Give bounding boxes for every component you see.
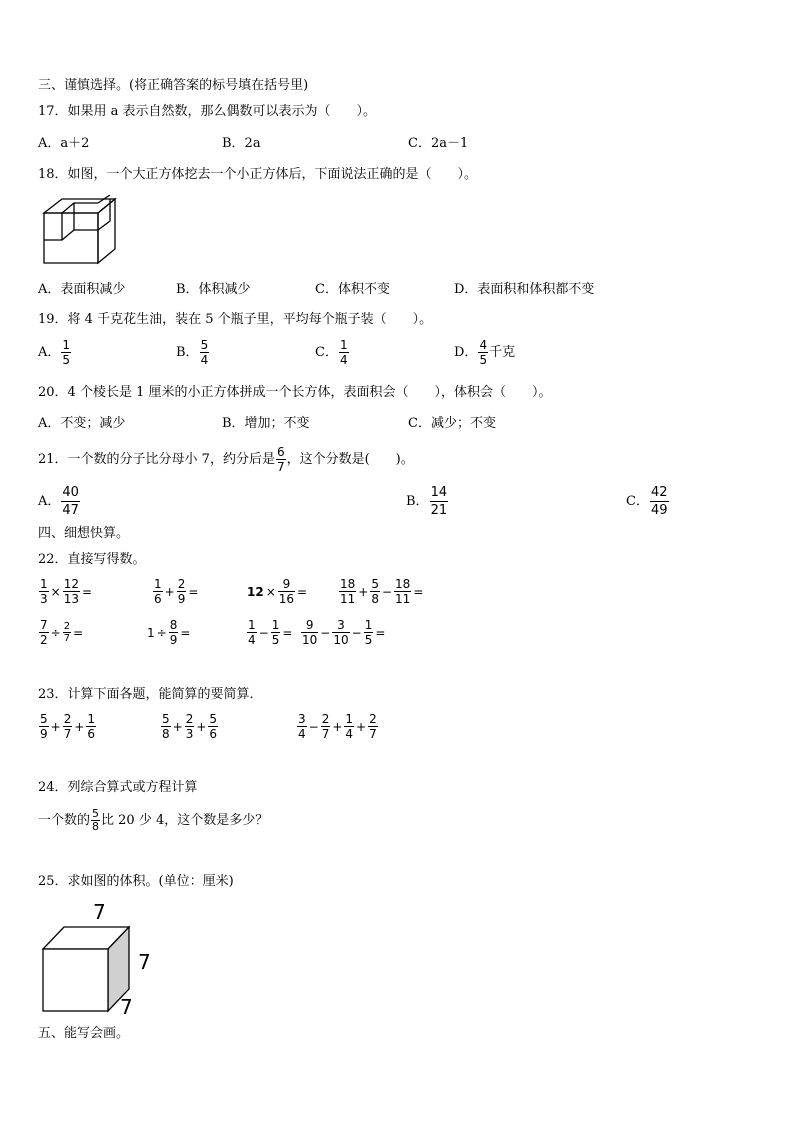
q17-option-c: C．2a－1 [408, 136, 469, 151]
q22-expr-3: 12 × $\frac{9}{16}$ = [247, 577, 308, 606]
fraction: $\frac{40}{47}$ [62, 485, 79, 518]
q21-option-b [406, 484, 449, 519]
fraction: $\frac{5}{8}$ [92, 807, 100, 833]
q24-problem [38, 808, 268, 833]
problem-text: 比 20 少 4，这个数是多少？ [101, 812, 269, 828]
q18-option-c: C．体积不变 [315, 282, 390, 297]
q19-option-b [176, 338, 210, 367]
q22-title: 22．直接写得数。 [38, 552, 146, 567]
q21-option-c [626, 484, 670, 519]
q18-option-b: B．体积减少 [176, 282, 251, 297]
q20-option-b: B．增加；不变 [222, 416, 310, 431]
q19-option-c [315, 338, 350, 367]
fraction: $\frac{4}{5}$ [479, 338, 488, 367]
fraction: $\frac{1}{4}$ [339, 338, 348, 367]
q18-stem: 18．如图，一个大正方体挖去一个小正方体后，下面说法正确的是（ ）。 [38, 167, 478, 182]
q23-expr-3: $\frac{3}{4}$ − $\frac{2}{7}$ + $\frac{1}{4}$ + $\frac{2}{7}$ [298, 712, 377, 741]
q22-expr-5: $\frac{7}{2}$ ÷ $\frac{2}{7}$ = [40, 618, 84, 647]
option-label: C． [315, 344, 338, 360]
cube-top-label: 7 [93, 900, 106, 924]
unit: 千克 [489, 344, 516, 360]
section-4-title: 四、细想快算。 [38, 526, 130, 541]
fraction: $\frac{42}{49}$ [650, 485, 668, 518]
q17-option-b: B．2a [222, 136, 261, 151]
cube-figure [40, 923, 132, 1013]
q18-option-a: A．表面积减少 [38, 282, 126, 297]
q22-expr-2: $\frac{1}{6}$ + $\frac{2}{9}$ = [154, 577, 199, 606]
option-label: B． [176, 344, 199, 360]
q18-option-d: D．表面积和体积都不变 [454, 282, 595, 297]
q20-option-c: C．减少；不变 [408, 416, 496, 431]
q22-expr-7: $\frac{1}{4}$ − $\frac{1}{5}$ = [248, 618, 293, 647]
q24-title: 24．列综合算式或方程计算 [38, 780, 198, 795]
option-label: B． [406, 493, 429, 509]
cube-right-label: 7 [138, 950, 151, 974]
q22-expr-4: $\frac{18}{11}$ + $\frac{5}{8}$ − $\frac{18}{11}$ = [340, 577, 424, 606]
q20-option-a: A．不变；减少 [38, 416, 126, 431]
option-label: C． [626, 493, 649, 509]
q17-stem: 17．如果用 a 表示自然数，那么偶数可以表示为（ ）。 [38, 104, 377, 119]
q22-expr-8: $\frac{9}{10}$ − $\frac{3}{10}$ − $\frac{1}{5}$ = [302, 618, 386, 647]
option-label: A． [38, 344, 61, 360]
cube-with-notch-figure [40, 195, 120, 267]
option-label: D． [454, 344, 478, 360]
section-3-title: 三、谨慎选择。(将正确答案的标号填在括号里) [38, 78, 309, 93]
stem-text: ，这个分数是( )。 [286, 451, 414, 467]
section-5-title: 五、能写会画。 [38, 1026, 130, 1041]
fraction: $\frac{6}{7}$ [276, 445, 285, 474]
q17-option-a: A．a＋2 [38, 136, 90, 151]
q21-option-a [38, 484, 81, 519]
cube-bottom-label: 7 [120, 995, 133, 1019]
q19-option-d [454, 338, 515, 367]
q23-expr-2: $\frac{5}{8}$ + $\frac{2}{3}$ + $\frac{5}{6}$ [162, 712, 218, 741]
option-label: A． [38, 493, 61, 509]
stem-text: 21．一个数的分子比分母小 7，约分后是 [38, 451, 275, 467]
q22-expr-1: $\frac{1}{3}$ × $\frac{12}{13}$ = [40, 577, 93, 606]
q19-option-a [38, 338, 72, 367]
fraction: $\frac{14}{21}$ [430, 485, 448, 518]
q22-expr-6: 1 ÷ $\frac{8}{9}$ = [147, 618, 191, 647]
q19-stem: 19．将 4 千克花生油，装在 5 个瓶子里，平均每个瓶子装（ ）。 [38, 312, 433, 327]
q25-title: 25．求如图的体积。(单位：厘米) [38, 874, 234, 889]
q21-stem [38, 445, 414, 474]
fraction: $\frac{5}{4}$ [200, 338, 209, 367]
problem-text: 一个数的 [38, 812, 91, 828]
fraction: $\frac{1}{5}$ [62, 338, 71, 367]
q23-title: 23．计算下面各题，能简算的要简算． [38, 687, 263, 702]
q20-stem: 20．4 个棱长是 1 厘米的小正方体拼成一个长方体，表面积会（ ），体积会（ ）。 [38, 385, 552, 400]
q23-expr-1: $\frac{5}{9}$ + $\frac{2}{7}$ + $\frac{1}{6}$ [40, 712, 96, 741]
